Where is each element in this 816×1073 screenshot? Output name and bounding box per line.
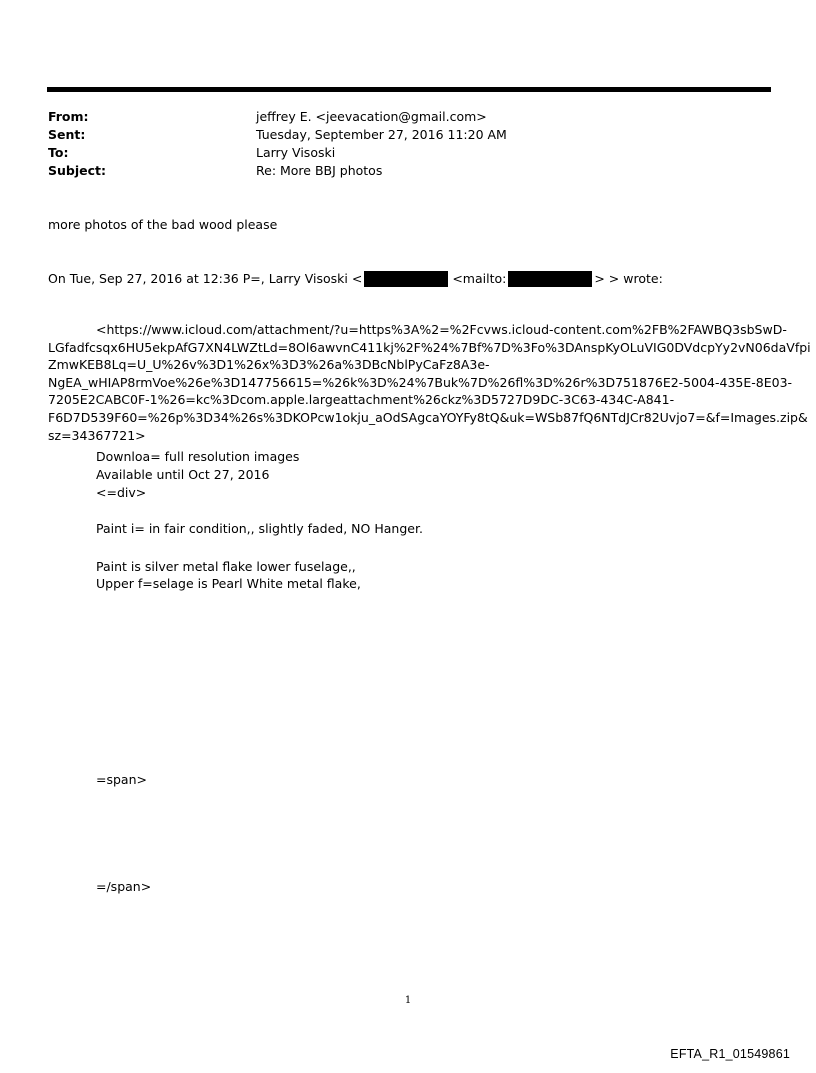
subject-label: Subject: [48, 163, 106, 178]
attribution-prefix: On Tue, Sep 27, 2016 at 12:36 P=, Larry Visoski < [48, 271, 363, 286]
paint-lower-text: Paint is silver metal flake lower fuselage,, [96, 559, 356, 574]
from-row [48, 108, 748, 126]
reply-text: more photos of the bad wood please [48, 217, 278, 232]
attribution-mailto: <mailto: [452, 271, 507, 286]
document-id: EFTA_R1_01549861 [670, 1047, 790, 1061]
paint-condition-text: Paint i= in fair condition,, slightly faded, NO Hanger. [96, 521, 423, 536]
quoted-attribution-line [48, 270, 663, 288]
span-open-text: =span> [96, 772, 147, 787]
subject-row [48, 162, 748, 180]
subject-value: Re: More BBJ photos [256, 163, 383, 178]
download-text: Downloa= full resolution images [96, 449, 300, 464]
div-tag-text: <=div> [96, 485, 147, 500]
email-header [48, 108, 748, 180]
url-line: LGfadfcsqx6HU5ekpAfG7XN4LWZtLd=8Ol6awvnC411kj%2F%24%7Bf%7D%3Fo%3DAnspKyOLuVIG0DVdcpYy2vN06daVfpi [48, 339, 811, 355]
url-line: sz=34367721> [48, 427, 146, 443]
to-row [48, 144, 748, 162]
header-divider-rule [47, 87, 771, 92]
attribution-suffix: > > wrote: [594, 271, 663, 286]
sent-label: Sent: [48, 127, 86, 142]
from-value: jeffrey E. <jeevacation@gmail.com> [256, 109, 487, 124]
paint-upper-text: Upper f=selage is Pearl White metal flake, [96, 576, 361, 591]
url-line: F6D7D539F60=%26p%3D34%26s%3DKOPcw1okju_aOdSAgcaYOYFy8tQ&uk=WSb87fQ6NTdJCr82Uvjo7=&f=Images.zip& [48, 409, 808, 425]
span-close-text: =/span> [96, 879, 152, 894]
redaction-box [364, 271, 448, 287]
from-label: From: [48, 109, 89, 124]
url-line: 7205E2CABC0F-1%26=kc%3Dcom.apple.largeattachment%26ckz%3D5727D9DC-3C63-434C-A841- [48, 392, 675, 408]
sent-row [48, 126, 748, 144]
page-number: 1 [404, 995, 412, 1006]
attachment-url-block [48, 321, 811, 444]
url-line: NgEA_wHIAP8rmVoe%26e%3D147756615=%26k%3D%24%7Buk%7D%26fl%3D%26r%3D751876E2-5004-435E-8E03- [48, 374, 793, 390]
to-value: Larry Visoski [256, 145, 336, 160]
sent-value: Tuesday, September 27, 2016 11:20 AM [256, 127, 507, 142]
url-line: <https://www.icloud.com/attachment/?u=https%3A%2=%2Fcvws.icloud-content.com%2FB%2FAWBQ3sbSwD- [96, 322, 787, 337]
redaction-box [508, 271, 592, 287]
available-text: Available until Oct 27, 2016 [96, 467, 270, 482]
url-line: ZmwKEB8Lq=U_U%26v%3D1%26x%3D3%26a%3DBcNblPyCaFz8A3e- [48, 357, 490, 373]
to-label: To: [48, 145, 69, 160]
